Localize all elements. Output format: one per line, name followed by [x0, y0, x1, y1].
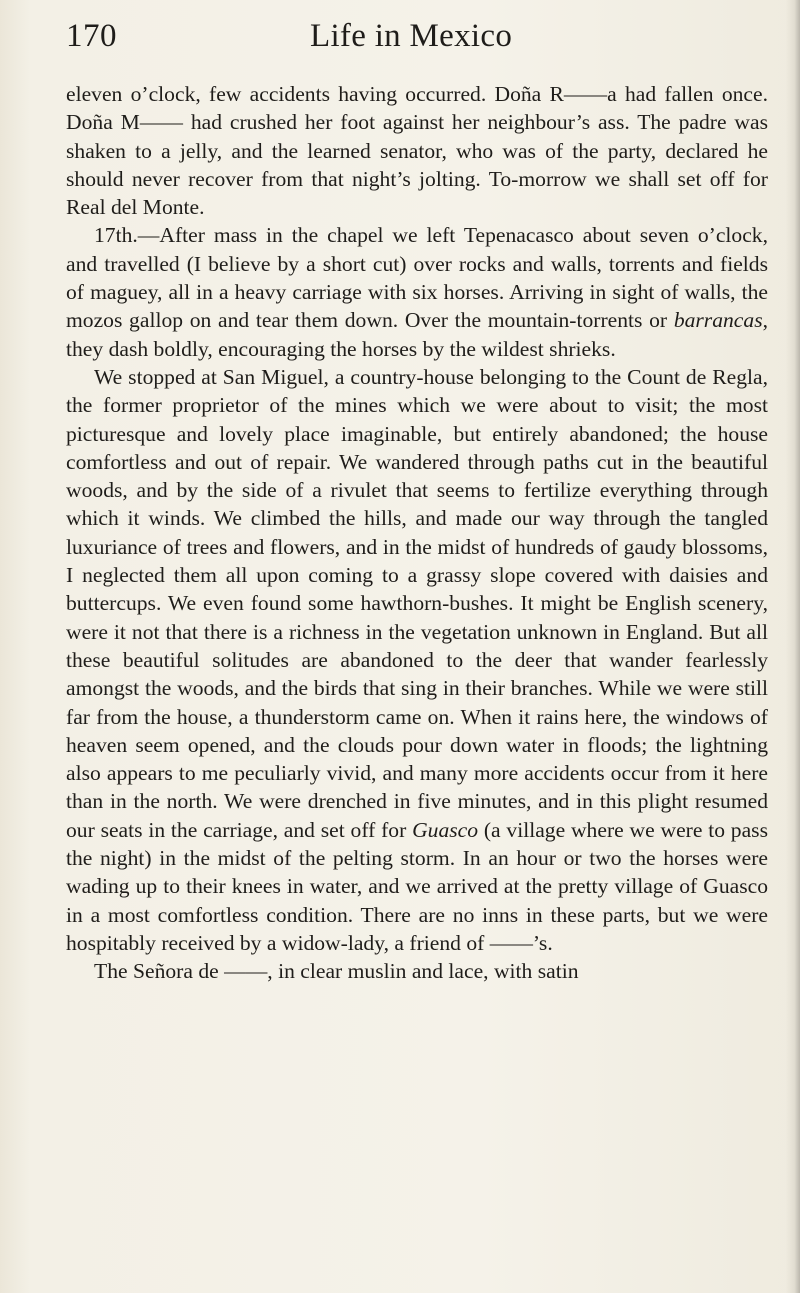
page-header [66, 16, 776, 64]
page-edge-shadow [786, 0, 800, 1293]
running-title: Life in Mexico [310, 18, 513, 54]
italic-term: barrancas [673, 308, 763, 333]
text-run: The Señora de ——, in clear muslin and lace, with satin [94, 959, 579, 984]
paragraph [66, 957, 768, 985]
text-run: , they dash boldly, encouraging the horses by the wildest shrieks. [66, 308, 768, 361]
italic-place-name: Guasco [412, 817, 479, 842]
page-number: 170 [66, 18, 117, 54]
text-run: 17th.—After mass in the chapel we left Tepenacasco about seven o’clock, and travelled (I believe by a short cut) over rocks and walls, torrents and fields of maguey, all in a heavy carriage with six horses. Arriving in sight of walls, the mozos gallop on and tear them down. Over the mountain-torrents or [66, 223, 768, 333]
body-text [66, 80, 768, 986]
text-run: eleven o’clock, few accidents having occurred. Doña R——a had fallen once. Doña M—— had crushed her foot against her neighbour’s ass. The padre was shaken to a jelly, and the learned senator, who was of the party, declared he should never recover from that night’s jolting. To-morrow we shall set off for Real del Monte. [66, 82, 768, 220]
paragraph [66, 221, 768, 362]
paragraph [66, 363, 768, 957]
paragraph [66, 80, 768, 221]
text-run: (a village where we were to pass the night) in the midst of the pelting storm. In an hour or two the horses were wading up to their knees in water, and we arrived at the pretty village of Guasco in a most comfortless condition. There are no inns in these parts, but we were hospitably received by a widow-lady, a friend of ——’s. [66, 817, 768, 955]
text-run: We stopped at San Miguel, a country-house belonging to the Count de Regla, the former proprietor of the mines which we were about to visit; the most picturesque and lovely place imaginable, but entirely abandoned; the house comfortless and out of repair. We wandered through paths cut in the beautiful woods, and by the side of a rivulet that seems to fertilize everything through which it winds. We climbed the hills, and made our way through the tangled luxuriance of trees and flowers, and in the midst of hundreds of gaudy blossoms, I neglected them all upon coming to a grassy slope covered with daisies and buttercups. We even found some hawthorn-bushes. It might be English scenery, were it not that there is a richness in the vegetation unknown in England. But all these beautiful solitudes are abandoned to the deer that wander fearlessly amongst the woods, and the birds that sing in their branches. While we were still far from the house, a thunderstorm came on. When it rains here, the windows of heaven seem opened, and the clouds pour down water in floods; the lightning also appears to me peculiarly vivid, and many more accidents occur from it here than in the north. We were drenched in five minutes, and in this plight resumed our seats in the carriage, and set off for [66, 364, 768, 842]
